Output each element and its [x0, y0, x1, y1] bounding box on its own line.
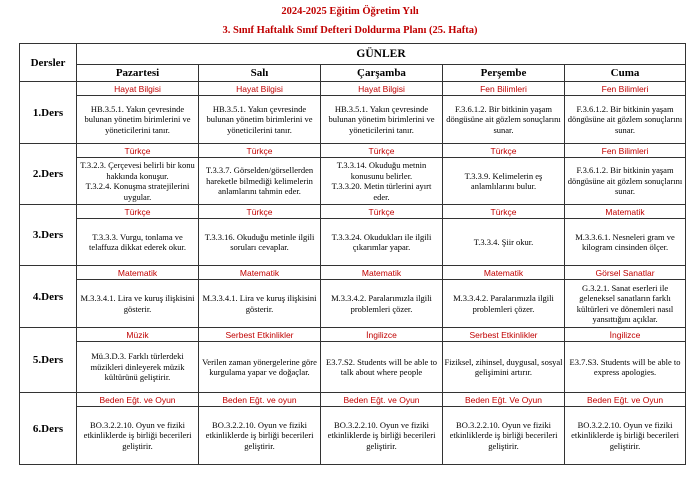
outcome-cell [77, 96, 199, 144]
outcome-line: geliştirir. [366, 440, 397, 451]
outcome-line: etkinliklerde iş birliği becerileri [449, 430, 558, 441]
day-header: Perşembe [443, 65, 565, 82]
outcome-line: BO.3.2.2.10. Oyun ve fiziki [90, 419, 185, 430]
outcome-line: bulunan yönetim birimlerini ve [328, 114, 435, 125]
outcome-line: T.3.3.14. Okuduğu metnin [336, 160, 427, 170]
outcome-cell [321, 407, 443, 465]
outcome-cell [443, 158, 565, 205]
outcome-line: kilogram cinsinden ölçer. [581, 242, 669, 252]
outcome-cell [199, 158, 321, 205]
subject-label: Serbest Etkinlikler [443, 328, 565, 342]
document-subtitle: 3. Sınıf Haftalık Sınıf Defteri Doldurma Planı (25. Hafta) [222, 25, 478, 36]
outcome-line: M.3.3.6.1. Nesneleri gram ve [575, 231, 675, 242]
outcome-line: anlamlarını tahmin eder. [218, 186, 301, 197]
outcome-line: gösterir. [123, 303, 152, 314]
subject-label: Fen Bilimleri [565, 82, 686, 96]
outcome-cell [199, 219, 321, 266]
outcome-line: T.3.3.4. Şiir okur. [473, 236, 534, 247]
outcome-line: Fiziksel, zihinsel, duygusal, sosyal [444, 356, 563, 367]
outcome-cell [443, 96, 565, 144]
lesson-label: 3.Ders [20, 205, 77, 266]
outcome-line: etkinliklerde iş birliği becerileri [205, 430, 314, 441]
outcome-line: kurgulama yapar ve doğaçlar. [209, 367, 310, 377]
outcome-line: gelişimini artırır. [474, 367, 533, 377]
outcome-cell [443, 407, 565, 465]
outcome-line: yansıttığını açıklar. [592, 314, 658, 324]
document-title: 2024-2025 Eğitim Öğretim Yılı [281, 6, 419, 17]
subject-label: Beden Eğt. ve Oyun [77, 393, 199, 407]
outcome-line: HB.3.5.1. Yakın çevresinde [212, 103, 307, 114]
subject-label: İngilizce [565, 328, 686, 342]
outcome-cell [443, 219, 565, 266]
outcome-line: Verilen zaman yönergelerine göre [202, 356, 317, 367]
outcome-line: bulunan yönetim birimlerini ve [206, 114, 313, 125]
outcome-line: uygular. [123, 191, 152, 202]
outcome-line: M.3.3.4.2. Paralarımızla ilgili [453, 293, 554, 303]
subject-label: Türkçe [321, 205, 443, 219]
outcome-line: T.3.3.20. Metin türlerini ayırt [331, 181, 432, 191]
subject-label: Beden Eğt. ve Oyun [321, 393, 443, 407]
subject-label: Hayat Bilgisi [77, 82, 199, 96]
outcome-line: T.3.3.16. Okuduğu metinle ilgili [204, 231, 315, 242]
lesson-label: 5.Ders [20, 328, 77, 393]
subject-label: Matematik [199, 266, 321, 280]
subject-label: Türkçe [443, 205, 565, 219]
subject-label: Matematik [565, 205, 686, 219]
outcome-line: T.3.3.3. Vurgu, tonlama ve [92, 231, 183, 242]
outcome-line: M.3.3.4.1. Lira ve kuruş ilişkisini [202, 293, 317, 303]
outcome-cell [199, 280, 321, 328]
outcome-cell [77, 280, 199, 328]
subject-label: Fen Bilimleri [443, 82, 565, 96]
outcome-line: yöneticilerini tanır. [349, 124, 414, 135]
outcome-line: E3.7.S2. Students will be able to [326, 356, 437, 367]
outcome-line: soruları cevaplar. [230, 242, 289, 252]
outcome-line: geliştirir. [488, 440, 519, 451]
subject-label: Türkçe [77, 205, 199, 219]
outcome-line: F.3.6.1.2. Bir bitkinin yaşam [576, 103, 674, 114]
lesson-label: 6.Ders [20, 393, 77, 465]
outcome-line: konusunu belirler. [350, 170, 413, 181]
outcome-line: HB.3.5.1. Yakın çevresinde [90, 103, 185, 114]
outcome-cell [443, 280, 565, 328]
lesson-label: 1.Ders [20, 82, 77, 144]
outcome-line: talk about where people [340, 367, 423, 377]
outcome-cell [199, 342, 321, 393]
outcome-cell [321, 280, 443, 328]
subject-label: Matematik [77, 266, 199, 280]
outcome-line: geliştirir. [122, 440, 153, 451]
outcome-cell [321, 158, 443, 205]
day-header: Pazartesi [77, 65, 199, 82]
outcome-line: eder. [373, 191, 390, 202]
subject-label: Matematik [321, 266, 443, 280]
outcome-line: sunar. [614, 124, 636, 135]
subject-label: Beden Eğt. ve oyun [199, 393, 321, 407]
outcome-line: müzikleri dinleyerek müzik [90, 361, 185, 372]
outcome-line: sunar. [614, 186, 636, 197]
subject-label: Beden Eğt. ve Oyun [565, 393, 686, 407]
outcome-cell [321, 96, 443, 144]
subject-label: Türkçe [321, 144, 443, 158]
subject-label: Türkçe [199, 205, 321, 219]
outcome-line: kültürleri ve dönemleri nasıl [576, 303, 674, 314]
outcome-cell [565, 407, 686, 465]
outcome-line: döngüsüne ait gözlem sonuçlarını [446, 114, 561, 125]
day-header: Salı [199, 65, 321, 82]
dersler-header: Dersler [20, 44, 77, 82]
outcome-line: T.3.3.7. Görselden/görsellerden [205, 165, 314, 176]
outcome-cell [321, 342, 443, 393]
gunler-header: GÜNLER [77, 44, 686, 65]
outcome-cell [77, 407, 199, 465]
outcome-line: etkinliklerde iş birliği becerileri [571, 430, 679, 441]
lesson-label: 2.Ders [20, 144, 77, 205]
subject-label: Türkçe [443, 144, 565, 158]
outcome-line: kültürünü geliştirir. [104, 372, 171, 383]
outcome-line: döngüsüne ait gözlem sonuçlarını [567, 114, 683, 125]
outcome-cell [565, 280, 686, 328]
outcome-line: yöneticilerini tanır. [105, 124, 170, 135]
outcome-line: Mü.3.D.3. Farklı türlerdeki [91, 351, 184, 362]
outcome-line: E3.7.S3. Students will be able to [569, 356, 681, 367]
day-header: Çarşamba [321, 65, 443, 82]
outcome-line: F.3.6.1.2. Bir bitkinin yaşam [576, 165, 674, 176]
subject-label: Müzik [77, 328, 199, 342]
outcome-line: BO.3.2.2.10. Oyun ve fiziki [334, 419, 429, 430]
subject-label: Fen Bilimleri [565, 144, 686, 158]
subject-label: Türkçe [199, 144, 321, 158]
outcome-cell [443, 342, 565, 393]
outcome-line: T.3.2.3. Çerçevesi belirli bir konu [80, 160, 195, 170]
outcome-line: T.3.3.9. Kelimelerin eş [464, 170, 543, 181]
outcome-line: hareketle bilmediği kelimelerin [206, 175, 313, 186]
subject-label: İngilizce [321, 328, 443, 342]
subject-label: Serbest Etkinlikler [199, 328, 321, 342]
outcome-line: yöneticilerini tanır. [227, 124, 292, 135]
outcome-line: M.3.3.4.1. Lira ve kuruş ilişkisini [80, 293, 195, 303]
subject-label: Türkçe [77, 144, 199, 158]
outcome-line: etkinliklerde iş birliği becerileri [327, 430, 436, 441]
weekly-plan-table [19, 43, 686, 465]
outcome-cell [565, 219, 686, 266]
outcome-line: anlamlılarını bulur. [470, 181, 537, 191]
outcome-line: problemleri çözer. [350, 303, 413, 314]
outcome-cell [199, 96, 321, 144]
outcome-line: hakkında konuşur. [106, 170, 169, 181]
outcome-line: döngüsüne ait gözlem sonuçlarını [567, 175, 683, 186]
subject-label: Matematik [443, 266, 565, 280]
outcome-line: G.3.2.1. Sanat eserleri ile [581, 282, 669, 293]
outcome-line: geliştirir. [244, 440, 275, 451]
outcome-line: bulunan yönetim birimlerini ve [84, 114, 191, 125]
outcome-line: BO.3.2.2.10. Oyun ve fiziki [212, 419, 307, 430]
outcome-cell [77, 219, 199, 266]
outcome-line: gösterir. [245, 303, 274, 314]
outcome-line: sunar. [493, 124, 514, 135]
outcome-line: telaffuza dikkat ederek okur. [88, 242, 187, 252]
outcome-line: HB.3.5.1. Yakın çevresinde [334, 103, 429, 114]
outcome-line: geliştirir. [609, 440, 641, 451]
subject-label: Görsel Sanatlar [565, 266, 686, 280]
outcome-line: etkinliklerde iş birliği becerileri [83, 430, 192, 441]
outcome-line: T.3.3.24. Okudukları ile ilgili [331, 231, 432, 242]
outcome-cell [77, 158, 199, 205]
outcome-cell [565, 342, 686, 393]
outcome-line: express apologies. [593, 367, 657, 377]
subject-label: Beden Eğt. Ve Oyun [443, 393, 565, 407]
outcome-line: BO.3.2.2.10. Oyun ve fiziki [577, 419, 673, 430]
lesson-label: 4.Ders [20, 266, 77, 328]
outcome-cell [565, 96, 686, 144]
outcome-cell [321, 219, 443, 266]
outcome-cell [565, 158, 686, 205]
subject-label: Hayat Bilgisi [199, 82, 321, 96]
day-header: Cuma [565, 65, 686, 82]
outcome-cell [77, 342, 199, 393]
outcome-line: problemleri çözer. [472, 303, 535, 314]
subject-label: Hayat Bilgisi [321, 82, 443, 96]
outcome-line: M.3.3.4.2. Paralarımızla ilgili [331, 293, 432, 303]
outcome-line: çıkarımlar yapar. [352, 242, 411, 252]
outcome-line: T.3.2.4. Konuşma stratejilerini [85, 181, 190, 191]
outcome-line: F.3.6.1.2. Bir bitkinin yaşam [454, 103, 553, 114]
outcome-cell [199, 407, 321, 465]
outcome-line: BO.3.2.2.10. Oyun ve fiziki [456, 419, 551, 430]
outcome-line: geleneksel sanatların farklı [579, 293, 671, 303]
